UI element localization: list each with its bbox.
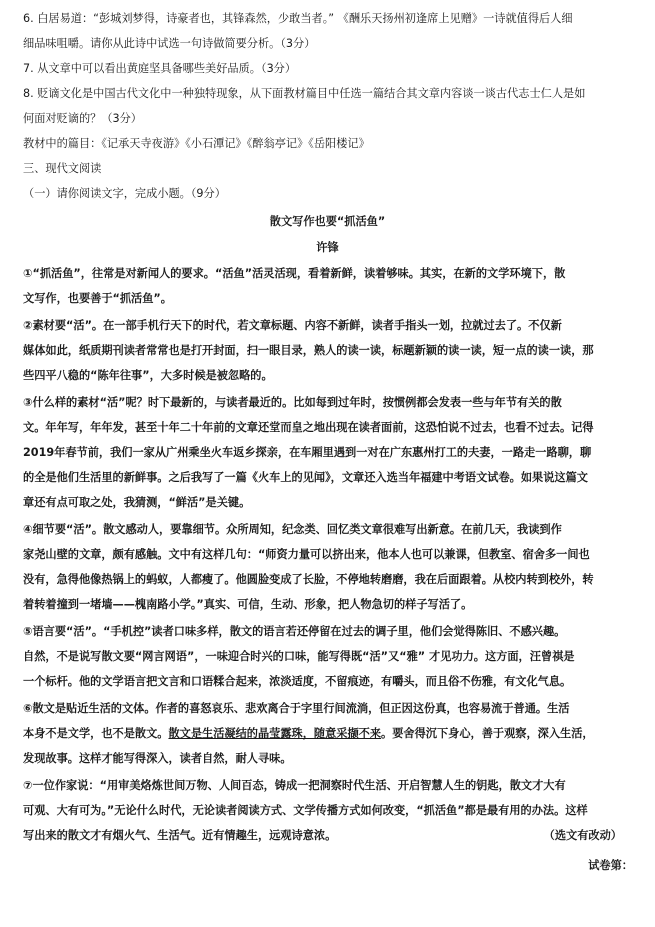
article-line: ③什么样的素材“活”呢？时下最新的，与读者最近的。比如每到过年时，按惯例都会发表一些与年节有关的散 (23, 396, 562, 409)
article-line: 着转着撞到一堵墙——槐南路小学。”真实、可信，生动、形象，把人物急切的样子写活了。 (23, 598, 473, 611)
underlined-sentence: 散文是生活凝结的晶莹露珠，随意采撷不来 (168, 727, 382, 740)
article-line: 家尧山壁的文章，颇有感触。文中有这样几句：“师资力量可以挤出来，他本人也可以兼课，但教室、宿舍多一间也 (23, 548, 590, 561)
article-line: 文。年年写，年年发，甚至十年二十年前的文章还堂而皇之地出现在读者面前，这恐怕说不过去，也看不过去。记得 (23, 421, 594, 434)
article-line: ④细节要“活”。散文感动人，要靠细节。众所周知，纪念类、回忆类文章很难写出新意。在前几天，我读到作 (23, 523, 562, 536)
article-line: ⑤语言要“活”。“手机控”读者口味多样，散文的语言若还停留在过去的调子里，他们会觉得陈旧、不感兴趣。 (23, 625, 566, 638)
article-author: 许锋 (316, 241, 339, 254)
article-line: 些四平八稳的“陈年往事”，大多时候是被忽略的。 (23, 369, 273, 382)
question-6-line-2: 细品味咀嚼。请你从此诗中试选一句诗做简要分析。（3分） (23, 37, 316, 50)
question-8-line-1: 8. 贬谪文化是中国古代文化中一种独特现象，从下面教材篇目中任选一篇结合其文章内容谈一谈古代志士仁人是如 (23, 87, 586, 100)
article-line: ⑥散文是贴近生活的文体。作者的喜怒哀乐、悲欢离合于字里行间流淌，但正因这份真，也容易流于普通。生活 (23, 702, 570, 715)
question-8-line-3: 教材中的篇目：《记承天寺夜游》《小石潭记》《醉翁亭记》《岳阳楼记》 (23, 137, 370, 150)
section-subheading: （一）请你阅读文字，完成小题。（9分） (23, 187, 226, 200)
question-6-line-1: 6. 白居易道：“彭城刘梦得，诗豪者也，其锋森然，少敢当者。” 《酬乐天扬州初逢席上见赠》一诗就值得后人细 (23, 12, 573, 25)
article-line: ⑦一位作家说：“用审美烙炼世间万物、人间百态，铸成一把洞察时代生活、开启智慧人生的钥匙，散文才大有 (23, 779, 566, 792)
article-line: ①“抓活鱼”，往常是对新闻人的要求。“活鱼”活灵活现，看着新鲜，读着够味。其实，在新的文学环境下，散 (23, 267, 566, 280)
source-note: （选文有改动） (543, 829, 622, 842)
article-line-with-underline (23, 726, 633, 742)
article-line: 2019年春节前，我们一家从广州乘坐火车返乡探亲，在车厢里遇到一对在广东惠州打工的夫妻，一路走一路聊，聊 (23, 446, 592, 459)
article-line: 没有，急得他像热锅上的蚂蚁，人都瘦了。他圆脸变成了长脸，不停地转磨磨，我在后面跟着。从校内转到校外，转 (23, 573, 594, 586)
article-title: 散文写作也要“抓活鱼” (269, 215, 386, 228)
question-8-line-2: 何面对贬谪的？（3分） (23, 112, 142, 125)
article-line: ②素材要“活”。在一部手机行天下的时代，若文章标题、内容不新鲜，读者手指头一划，拉就过去了。不仅新 (23, 319, 562, 332)
section-heading: 三、现代文阅读 (23, 162, 102, 175)
article-line-end: 。要舍得沉下身心，善于观察，深入生活， (381, 727, 594, 740)
article-line: 发现故事。这样才能写得深入，读者自然，耐人寻味。 (23, 752, 292, 765)
page-footer: 试卷第： (588, 859, 633, 872)
question-7: 7. 从文章中可以看出黄庭坚具备哪些美好品质。（3分） (23, 62, 297, 75)
article-line: 可观、大有可为。”无论什么时代，无论读者阅读方式、文学传播方式如何改变，“抓活鱼”都是最有用的办法。这样 (23, 804, 588, 817)
article-line: 写出来的散文才有烟火气、生活气。近有情趣生，远观诗意浓。 (23, 829, 337, 842)
article-line: 章还有点可取之处，我猜测，“鲜活”是关键。 (23, 496, 251, 509)
article-line: 媒体如此，纸质期刊读者常常也是打开封面，扫一眼目录，熟人的读一读，标题新颖的读一读，短一点的读一读，那 (23, 344, 594, 357)
article-line-start: 本身不是文学，也不是散文。 (23, 727, 169, 740)
article-line: 文写作，也要善于“抓活鱼”。 (23, 292, 172, 305)
article-line: 一个标杆。他的文学语言把文言和口语糅合起来，浓淡适度，不留痕迹，有嚼头，而且俗不伤雅，有文化气息。 (23, 675, 572, 688)
article-line: 的全是他们生活里的新鲜事。之后我写了一篇《火车上的见闻》，文章还入选当年福建中考语文试卷。如果说这篇文 (23, 471, 588, 484)
article-line: 自然，不是说写散文要“网言网语”，一味迎合时兴的口味，能写得既“活”又“雅” 才见功力。这方面，汪曾祺是 (23, 650, 575, 663)
